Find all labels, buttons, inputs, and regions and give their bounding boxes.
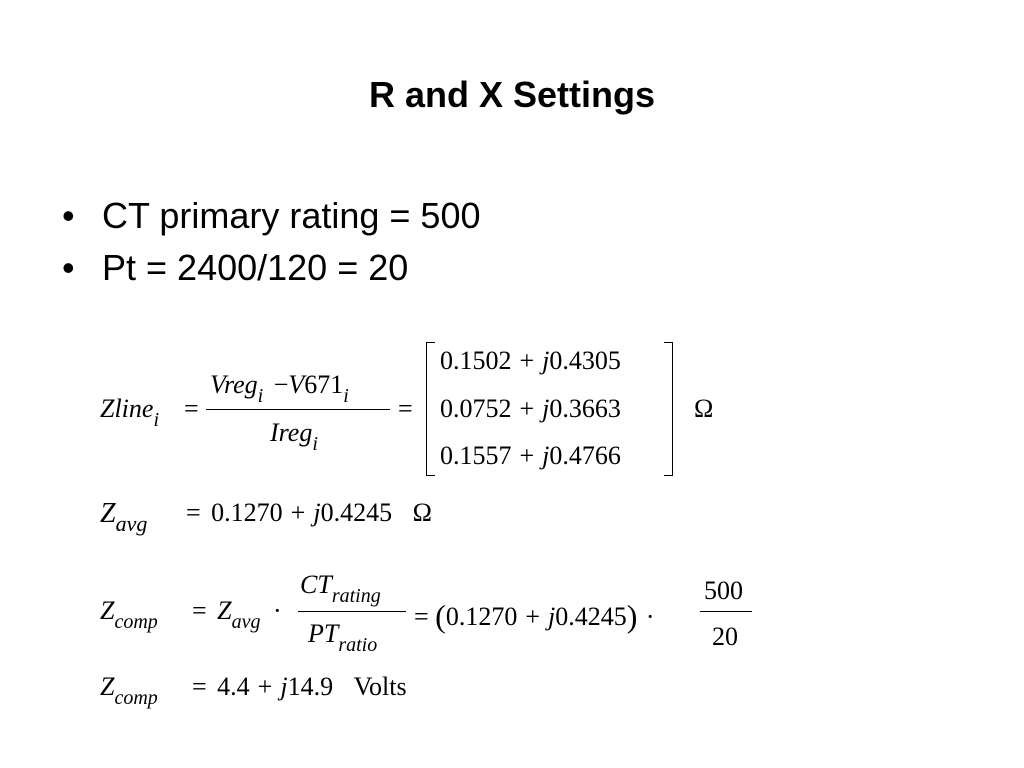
- bullet-text: Pt = 2400/120 = 20: [102, 247, 409, 288]
- matrix-row: 0.1557 + j0.4766: [440, 441, 621, 470]
- equals-sign: =: [184, 394, 199, 423]
- fraction-numerator: 500: [704, 576, 743, 605]
- fraction-denominator: Ireg$_i$: [270, 418, 318, 455]
- matrix-row: 0.1502 + j0.4305: [440, 346, 621, 375]
- bullet-item-ct-rating: [56, 190, 481, 242]
- zline-subscript: i: [153, 409, 160, 431]
- fraction-denominator: $PT_{ratio}$: [308, 619, 378, 656]
- equals-sign: =: [398, 394, 413, 423]
- equals-sign: =: [186, 498, 201, 527]
- left-bracket: [426, 342, 435, 476]
- bullet-item-pt-ratio: [56, 242, 481, 294]
- equals-sign: =: [414, 602, 429, 631]
- avg-subscript: avg: [115, 511, 148, 536]
- fraction-bar: [700, 611, 752, 612]
- bullet-icon: •: [62, 247, 75, 288]
- bullet-text: CT primary rating = 500: [102, 195, 481, 236]
- equals-sign: =: [192, 672, 207, 701]
- slide-title: R and X Settings: [368, 74, 656, 115]
- fraction-bar: [206, 409, 390, 410]
- ohm-icon: Ω: [412, 498, 432, 527]
- fraction-numerator: Vreg$_i$ $-V671_i$: [210, 370, 349, 407]
- ohm-icon: Ω: [694, 394, 714, 423]
- fraction-bar: [298, 611, 406, 612]
- equals-sign: =: [192, 596, 207, 625]
- bullet-list: [56, 190, 481, 294]
- unit-label: Volts: [353, 672, 407, 701]
- right-bracket: [664, 342, 673, 476]
- matrix-row: 0.0752 + j0.3663: [440, 394, 621, 423]
- fraction-denominator: 20: [712, 622, 738, 651]
- bullet-icon: •: [62, 195, 75, 236]
- zline-symbol: Zline: [100, 394, 154, 423]
- fraction-numerator: $CT_{rating}$: [300, 570, 381, 607]
- z-symbol: Z: [100, 498, 116, 529]
